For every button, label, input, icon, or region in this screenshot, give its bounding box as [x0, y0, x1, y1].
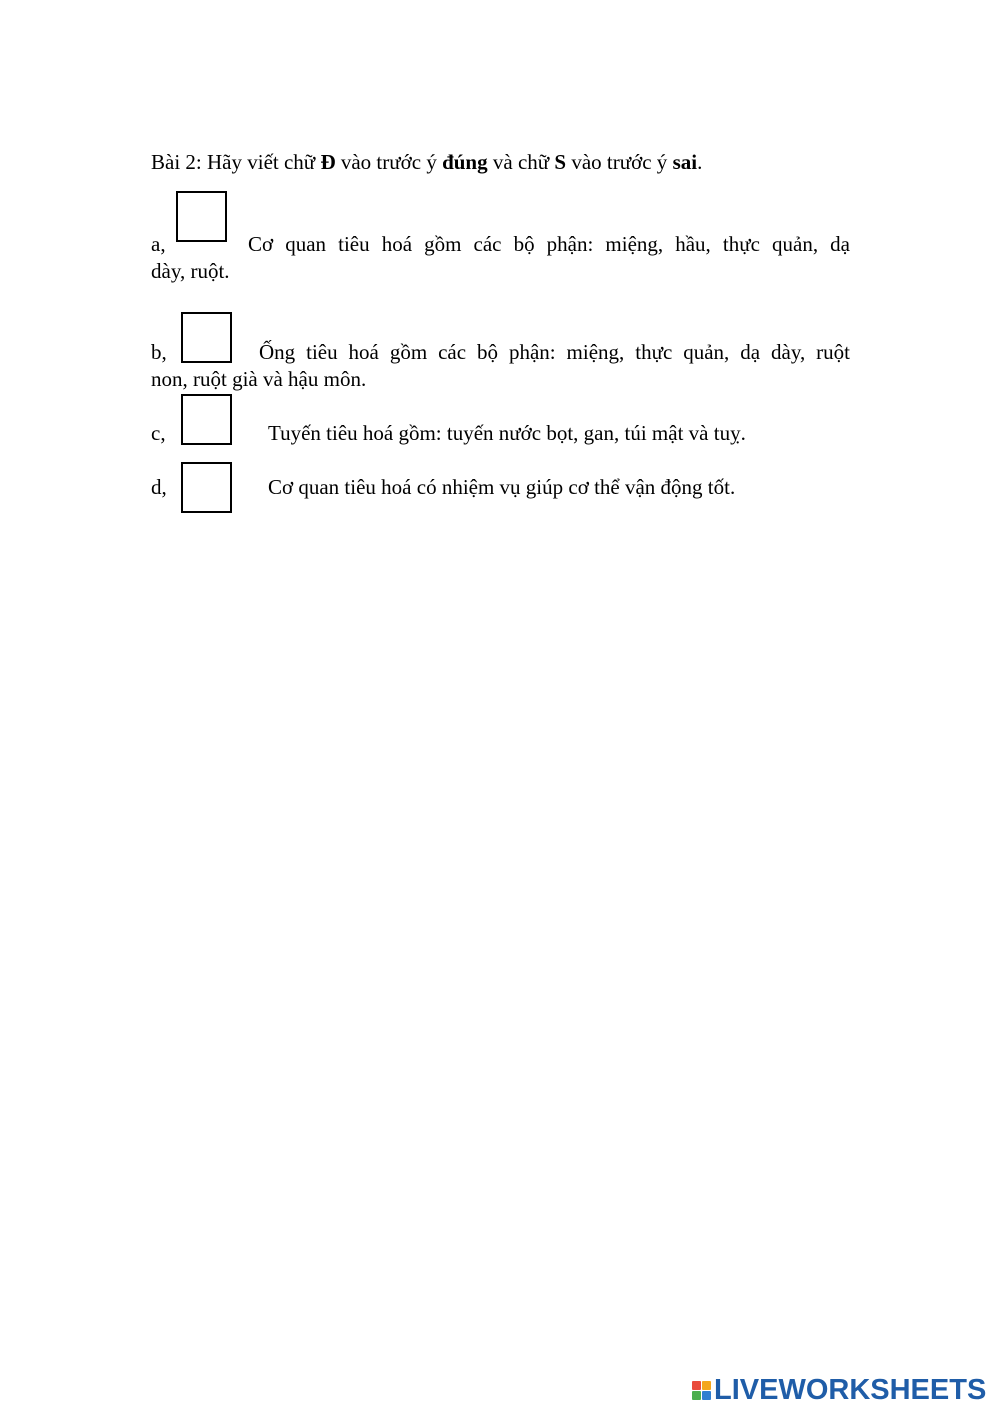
exercise-title — [151, 148, 702, 176]
logo-square-icon — [702, 1391, 711, 1400]
answer-box-b[interactable] — [181, 312, 232, 363]
title-text: vào trước ý — [566, 150, 673, 174]
title-text: vào trước ý — [335, 150, 443, 174]
statement-label: a, — [151, 232, 166, 256]
title-bold-sai: sai — [672, 150, 698, 174]
title-bold-s: S — [554, 150, 567, 174]
answer-box-d[interactable] — [181, 462, 232, 513]
statement-text: Ống tiêu hoá gồm các bộ phận: miệng, thực quản, dạ dày, ruột — [259, 340, 850, 364]
title-bold-dung: đúng — [442, 150, 488, 174]
statement-label: b, — [151, 340, 167, 364]
title-text: và chữ — [487, 150, 555, 174]
statement-text: Cơ quan tiêu hoá có nhiệm vụ giúp cơ thể vận động tốt. — [268, 475, 736, 499]
logo-square-icon — [702, 1381, 711, 1390]
title-text: Bài 2: Hãy viết chữ — [151, 150, 321, 174]
title-bold-d: Đ — [320, 150, 336, 174]
statement-label: d, — [151, 475, 167, 499]
statement-label: c, — [151, 421, 166, 445]
title-text: . — [697, 150, 703, 174]
liveworksheets-logo — [692, 1374, 986, 1406]
statement-text-continued: non, ruột già và hậu môn. — [151, 367, 367, 391]
statement-text: Cơ quan tiêu hoá gồm các bộ phận: miệng, hầu, thực quản, dạ — [248, 232, 850, 256]
statement-text-continued: dày, ruột. — [151, 259, 230, 283]
logo-text: LIVEWORKSHEETS — [714, 1374, 987, 1406]
logo-mark-icon — [692, 1381, 711, 1400]
answer-box-a[interactable] — [176, 191, 227, 242]
answer-box-c[interactable] — [181, 394, 232, 445]
logo-square-icon — [692, 1381, 701, 1390]
statement-text: Tuyến tiêu hoá gồm: tuyến nước bọt, gan, túi mật và tuỵ. — [268, 421, 746, 445]
logo-square-icon — [692, 1391, 701, 1400]
